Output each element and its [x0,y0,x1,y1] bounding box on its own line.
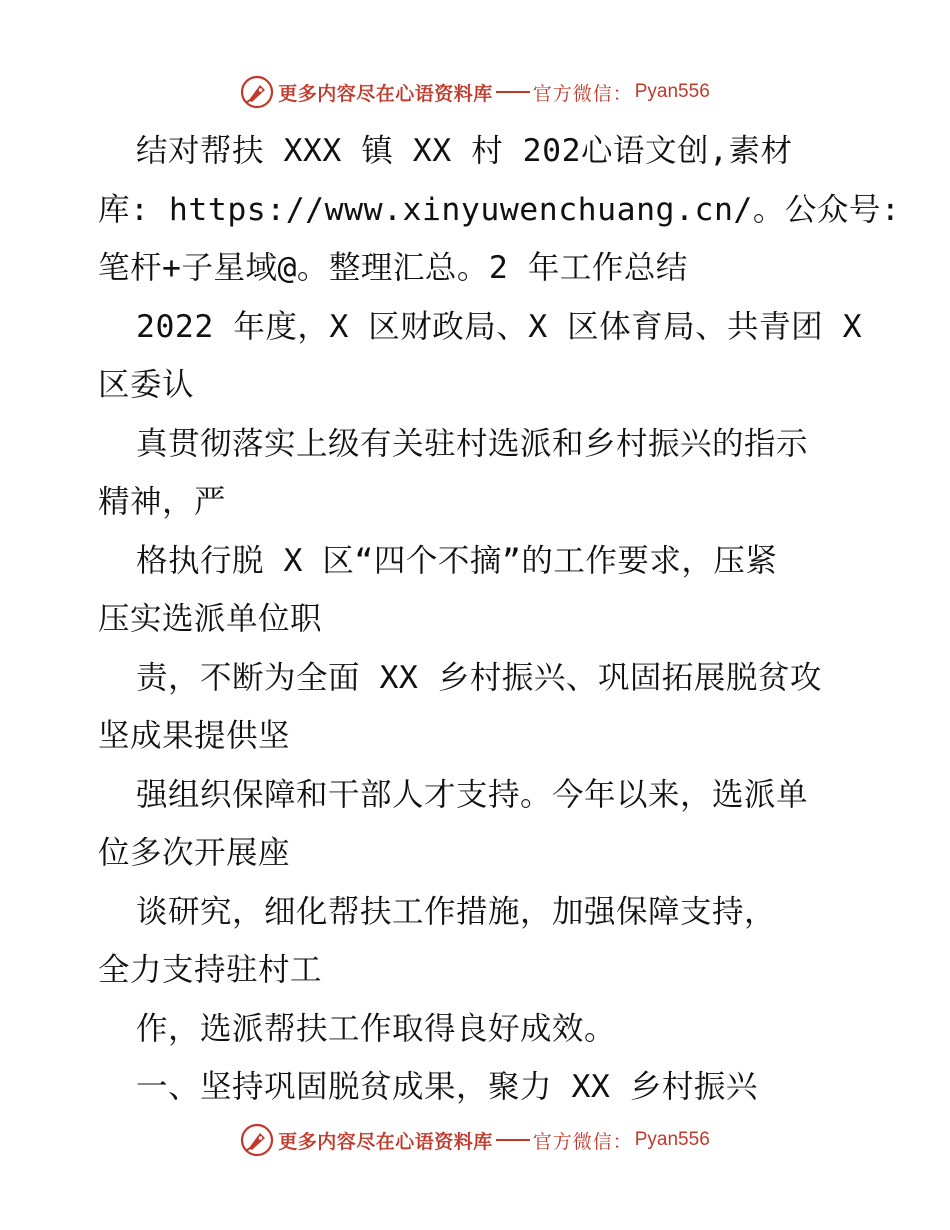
text-line: 强组织保障和干部人才支持。今年以来，选派单 [136,776,809,813]
text-line: 格执行脱 X 区“四个不摘”的工作要求，压紧 [136,542,778,579]
text-line: 区委认 [98,367,195,403]
watermark-official-label: 官方微信： [532,82,633,105]
text-line: 全力支持驻村工 [98,952,323,988]
footer-watermark [0,1118,950,1162]
watermark-official-label: 官方微信： [532,1130,633,1153]
text-line: 笔杆+子星域@。整理汇总。2 年工作总结 [98,250,688,286]
text-line: 位多次开展座 [98,835,291,871]
section-heading: 一、坚持巩固脱贫成果，聚力 XX 乡村振兴 [136,1069,758,1105]
text-line: 结对帮扶 XXX 镇 XX 村 202心语文创,素材 [136,133,793,169]
text-line: 作，选派帮扶工作取得良好成效。 [136,1010,617,1047]
text-line: 责，不断为全面 XX 乡村振兴、巩固拓展脱贫攻 [136,659,822,696]
text-line: 压实选派单位职 [98,601,323,637]
text-line: 2022 年度，X 区财政局、X 区体育局、共青团 X [136,308,863,345]
pen-nib-logo-icon [240,75,274,109]
watermark-slogan: 更多内容尽在心语资料库 [278,82,493,105]
text-line: 坚成果提供坚 [98,718,291,754]
watermark-dash [496,1139,530,1141]
watermark-slogan: 更多内容尽在心语资料库 [278,1130,493,1153]
watermark-dash [496,91,530,93]
watermark-wechat-id: Pyan556 [634,1129,710,1150]
text-line: 精神，严 [98,484,227,520]
text-line: 谈研究，细化帮扶工作措施，加强保障支持， [136,893,777,930]
text-line: 库: https://www.xinyuwenchuang.cn/。公众号: [98,191,901,228]
pen-nib-logo-icon [240,1123,274,1157]
header-watermark [0,70,950,114]
watermark-wechat-id: Pyan556 [634,81,710,102]
text-line: 真贯彻落实上级有关驻村选派和乡村振兴的指示 [136,425,809,462]
document-body [98,122,901,1117]
